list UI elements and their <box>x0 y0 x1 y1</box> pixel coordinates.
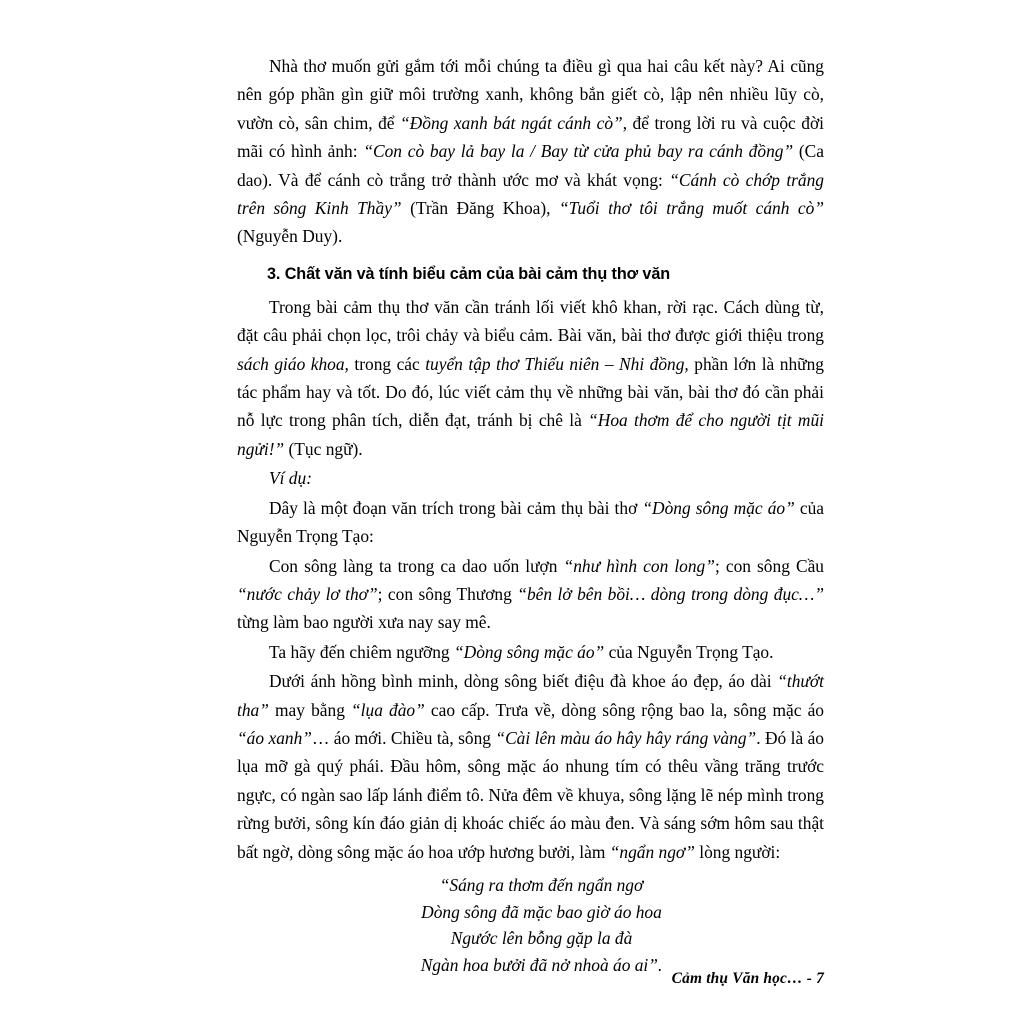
paragraph-4-part-b: ; con sông Cầu <box>714 555 824 576</box>
paragraph-5-part-a: Ta hãy đến chiêm ngưỡng <box>269 641 454 662</box>
paragraph-6-quote-thuot-tha: “thướt tha” <box>237 671 824 720</box>
paragraph-4-quote-nhu-hinh-con-long: “như hình con long” <box>563 555 715 576</box>
page-footer: Cảm thụ Văn học… - 7 <box>671 970 824 987</box>
paragraph-1-part-c: (Ca dao). Và để cánh cò trắng trở thành ước mơ và khát vọng: <box>237 141 824 190</box>
paragraph-6-part-a: Dưới ánh hồng bình minh, dòng sông biết điệu đà khoe áo đẹp, áo dài <box>269 671 778 692</box>
paragraph-6-part-b: may bằng <box>268 699 352 720</box>
section-heading-3: 3. Chất văn và tính biểu cảm của bài cảm thụ thơ văn <box>267 264 671 283</box>
paragraph-6-quote-lua-dao: “lụa đào” <box>351 699 425 720</box>
paragraph-1-part-e: (Nguyễn Duy). <box>237 226 343 247</box>
paragraph-6-quote-ngan-ngo: “ngẩn ngơ” <box>609 841 695 862</box>
paragraph-2-part-b: trong các <box>348 353 426 374</box>
paragraph-6 <box>237 667 824 866</box>
paragraph-6-part-f: lòng người: <box>694 841 781 862</box>
paragraph-4-part-c: ; con sông Thương <box>377 583 518 604</box>
verse-line-2: Dòng sông đã mặc bao giờ áo hoa <box>421 901 662 922</box>
paragraph-6-quote-cai-len-mau-ao: “Cài lên màu áo hây hây ráng vàng” <box>495 727 757 748</box>
verse-line-1: “Sáng ra thơm đến ngẩn ngơ <box>439 874 644 895</box>
paragraph-2-part-a: Trong bài cảm thụ thơ văn cần tránh lối viết khô khan, rời rạc. Cách dùng từ, đặt câu phải chọn lọc, trôi chảy và biểu cảm. Bài văn, bài thơ được giới thiệu trong <box>237 296 824 346</box>
paragraph-2-quote-hoa-thom: “Hoa thơm để cho người tịt mũi ngửi!” <box>237 410 825 459</box>
text-column <box>237 52 824 978</box>
paragraph-1-quote-con-co: “Con cò bay lả bay la / Bay từ cửa phủ bay ra cánh đồng” <box>363 141 794 162</box>
paragraph-1-quote-tuoi-tho: “Tuổi thơ tôi trắng muốt cánh cò” <box>559 198 825 219</box>
paragraph-3-quote-dong-song-mac-ao: “Dòng sông mặc áo” <box>642 497 795 518</box>
verse-line-4: Ngàn hoa bưởi đã nở nhoà áo ai”. <box>420 954 663 975</box>
paragraph-4-quote-ben-lo-ben-boi: “bên lở bên bồi… dòng trong dòng đục…” <box>517 583 824 604</box>
paragraph-2-italic-sgk: sách giáo khoa, <box>237 353 349 374</box>
paragraph-6-part-d: … áo mới. Chiều tà, sông <box>311 727 496 748</box>
paragraph-5-quote-dong-song-mac-ao: “Dòng sông mặc áo” <box>453 641 605 662</box>
paragraph-4-part-d: từng làm bao người xưa nay say mê. <box>237 612 491 633</box>
paragraph-6-part-e: . Đó là áo lụa mỡ gà quý phái. Đầu hôm, sông mặc áo nhung tím có thêu vầng trăng trước ngực, có ngàn sao lấp lánh điểm tô. Nửa đêm về khuya, sông lặng lẽ nép mình trong rừng bưởi, sông kín đáo giản dị khoác chiếc áo màu đen. Và sáng sớm hôm sau thật bất ngờ, dòng sông mặc áo hoa ướp hương bưởi, làm <box>237 727 824 862</box>
paragraph-3 <box>237 494 824 551</box>
paragraph-4 <box>237 552 824 637</box>
paragraph-2-part-c: phần lớn là những tác phẩm hay và tốt. Do đó, lúc viết cảm thụ về những bài văn, bài thơ đó cần phải nỗ lực trong phân tích, diễn đạt, tránh bị chê là <box>237 353 824 431</box>
paragraph-1-part-b: , để trong lời ru và cuộc đời mãi có hình ảnh: <box>237 112 824 162</box>
paragraph-1-quote-canh-co: “Cánh cò chớp trắng trên sông Kinh Thầy” <box>237 169 824 219</box>
paragraph-1-part-a: Nhà thơ muốn gửi gắm tới mỗi chúng ta điều gì qua hai câu kết này? Ai cũng nên góp phần gìn giữ môi trường xanh, không bắn giết cò, lập nên nhiều lũy cò, vườn cò, sân chim, để <box>237 56 824 133</box>
paragraph-4-part-a: Con sông làng ta trong ca dao uốn lượn <box>269 555 564 576</box>
paragraph-2 <box>237 293 824 463</box>
paragraph-2-italic-tuyen-tap: tuyển tập thơ Thiếu niên – Nhi đồng, <box>425 353 689 374</box>
verse-quote <box>237 872 824 978</box>
paragraph-1-quote-dong-xanh: “Đồng xanh bát ngát cánh cò” <box>400 112 623 133</box>
paragraph-1-part-d: (Trần Đăng Khoa), <box>401 198 559 219</box>
example-label <box>237 464 824 492</box>
paragraph-6-quote-ao-xanh: “áo xanh” <box>237 727 312 748</box>
verse-line-3: Ngước lên bỗng gặp la đà <box>450 928 633 949</box>
paragraph-4-quote-nuoc-chay-lo-tho: “nước chảy lơ thơ” <box>237 583 378 604</box>
paragraph-5-part-b: của Nguyễn Trọng Tạo. <box>604 641 774 662</box>
paragraph-2-part-d: (Tục ngữ). <box>284 438 363 459</box>
paragraph-6-part-c: cao cấp. Trưa về, dòng sông rộng bao la, sông mặc áo <box>424 699 824 720</box>
paragraph-3-part-b: của Nguyễn Trọng Tạo: <box>237 497 825 547</box>
example-label-text: Ví dụ: <box>269 468 312 489</box>
paragraph-3-part-a: Dây là một đoạn văn trích trong bài cảm thụ bài thơ <box>269 497 643 518</box>
paragraph-5 <box>237 638 824 666</box>
paragraph-1 <box>237 52 824 251</box>
